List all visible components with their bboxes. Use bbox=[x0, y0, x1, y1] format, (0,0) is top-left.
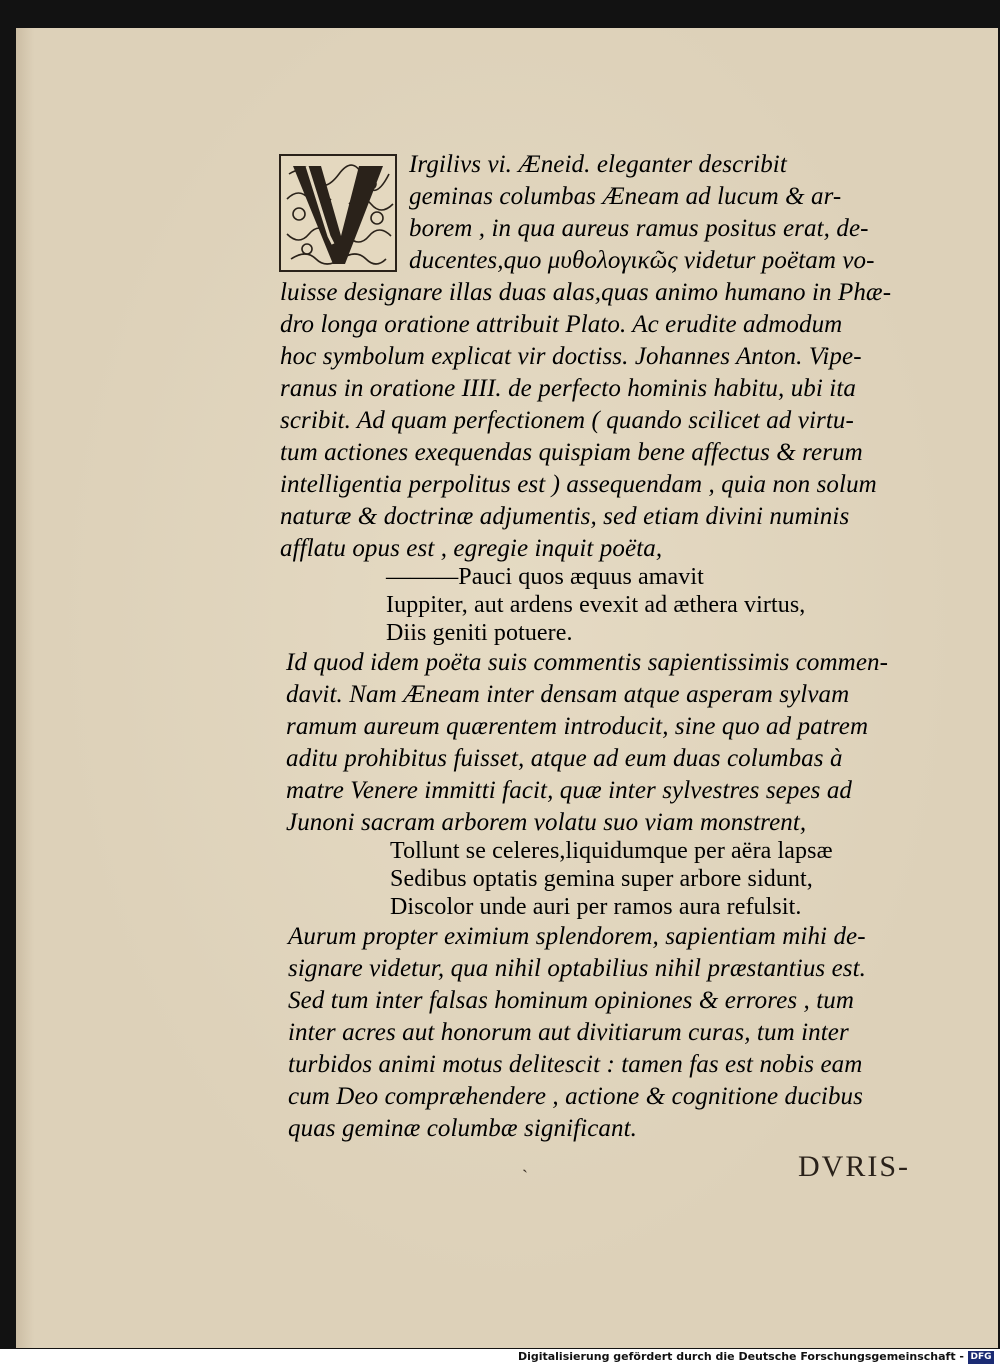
decorated-initial-v bbox=[279, 154, 397, 272]
text-line: naturæ & doctrinæ adjumentis, sed etiam divini numinis bbox=[280, 503, 850, 530]
catchword: DVRIS- bbox=[798, 1150, 911, 1183]
verse-line: Sedibus optatis gemina super arbore sidunt, bbox=[390, 866, 813, 892]
text-line: ranus in oratione IIII. de perfecto hominis habitu, ubi ita bbox=[280, 375, 856, 402]
text-line: Junoni sacram arborem volatu suo viam monstrent, bbox=[286, 809, 807, 836]
text-line: quas geminæ columbæ significant. bbox=[288, 1115, 638, 1142]
funding-credit: Digitalisierung gefördert durch die Deutsche Forschungsgemeinschaft - bbox=[517, 1350, 964, 1363]
text-line: Sed tum inter falsas hominum opiniones & errores , tum bbox=[288, 987, 855, 1014]
text-line: signare videtur, qua nihil optabilius nihil præstantius est. bbox=[288, 955, 867, 982]
text-line: luisse designare illas duas alas,quas animo humano in Phæ- bbox=[280, 279, 892, 306]
text-line: intelligentia perpolitus est ) assequendam , quia non solum bbox=[280, 471, 877, 498]
verse-line: Iuppiter, aut ardens evexit ad æthera virtus, bbox=[386, 592, 806, 618]
verse-line: Diis geniti potuere. bbox=[386, 620, 573, 646]
text-line: tum actiones exequendas quispiam bene affectus & rerum bbox=[280, 439, 863, 466]
text-line: borem , in qua aureus ramus positus erat, de- bbox=[409, 215, 869, 242]
text-line: turbidos animi motus delitescit : tamen fas est nobis eam bbox=[288, 1051, 863, 1078]
verse-line: Tollunt se celeres,liquidumque per aëra lapsæ bbox=[390, 838, 833, 864]
text-line: hoc symbolum explicat vir doctiss. Johannes Anton. Vipe- bbox=[280, 343, 862, 370]
verse-line: ———Pauci quos æquus amavit bbox=[386, 564, 704, 590]
text-line: matre Venere immitti facit, quæ inter sylvestres sepes ad bbox=[286, 777, 853, 804]
ink-speck bbox=[522, 1158, 532, 1168]
text-line: scribit. Ad quam perfectionem ( quando scilicet ad virtu- bbox=[280, 407, 854, 434]
text-line: Irgilivs vi. Æneid. eleganter describit bbox=[409, 151, 787, 178]
text-line: ducentes,quo μυθολογικῶς videtur poëtam vo- bbox=[409, 247, 875, 274]
text-line: cum Deo compræhendere , actione & cognitione ducibus bbox=[288, 1083, 863, 1110]
text-line: ramum aureum quærentem introducit, sine quo ad patrem bbox=[286, 713, 869, 740]
text-line: Aurum propter eximium splendorem, sapientiam mihi de- bbox=[288, 923, 866, 950]
text-line: dro longa oratione attribuit Plato. Ac erudite admodum bbox=[280, 311, 843, 338]
text-line: afflatu opus est , egregie inquit poëta, bbox=[280, 535, 663, 562]
text-line: aditu prohibitus fuisset, atque ad eum duas columbas à bbox=[286, 745, 843, 772]
dfg-logo: DFG bbox=[968, 1351, 994, 1364]
text-line: davit. Nam Æneam inter densam atque asperam sylvam bbox=[286, 681, 850, 708]
text-line: Id quod idem poëta suis commentis sapientissimis commen- bbox=[286, 649, 889, 676]
verse-line: Discolor unde auri per ramos aura refulsit. bbox=[390, 894, 802, 920]
text-line: geminas columbas Æneam ad lucum & ar- bbox=[409, 183, 842, 210]
text-line: inter acres aut honorum aut divitiarum curas, tum inter bbox=[288, 1019, 849, 1046]
